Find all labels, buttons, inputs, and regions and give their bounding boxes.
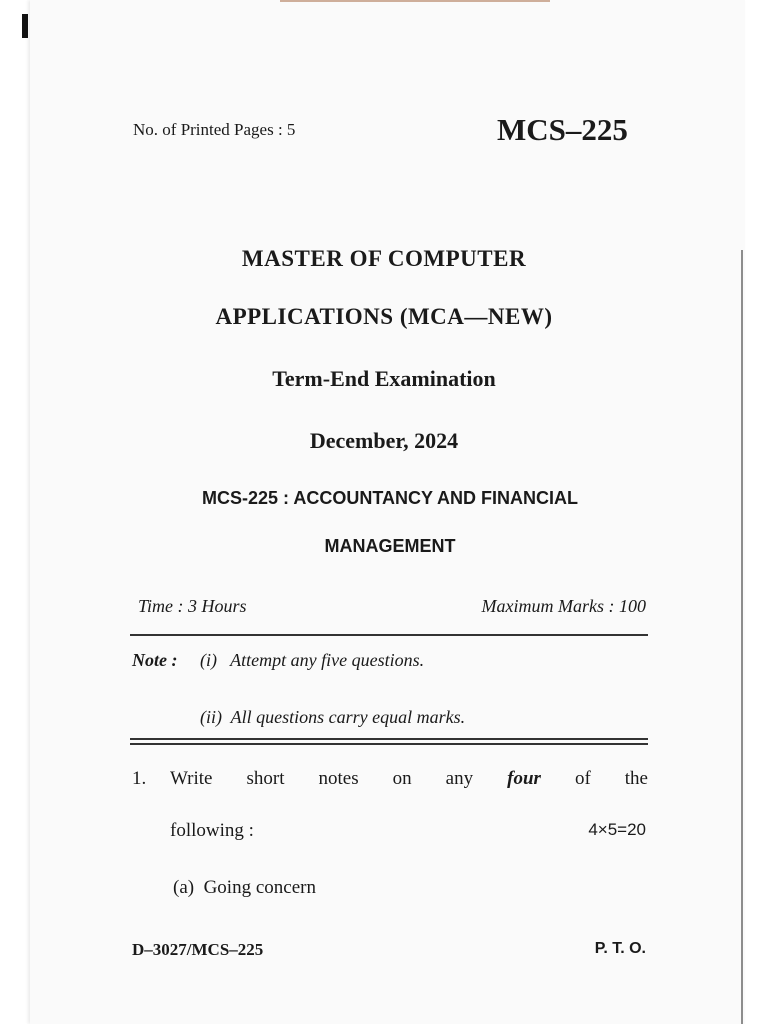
note-label: Note :: [132, 650, 178, 670]
question-word: of: [574, 768, 591, 789]
question-text-line2: following :: [170, 820, 254, 841]
question-text-line1: [170, 768, 648, 790]
footer-pto: P. T. O.: [594, 940, 646, 957]
top-edge-line: [280, 0, 550, 2]
exam-date: December, 2024: [309, 428, 459, 453]
question-word: notes: [318, 768, 359, 789]
question-word: on: [392, 768, 412, 789]
program-title-line2: APPLICATIONS (MCA—NEW): [215, 304, 553, 329]
question-option-a: (a) Going concern: [173, 877, 316, 898]
subject-title-line1: MCS-225 : ACCOUNTANCY AND FINANCIAL: [201, 488, 578, 508]
divider-double-2: [130, 743, 648, 745]
exam-name: Term-End Examination: [272, 366, 496, 391]
question-word: short: [246, 768, 285, 789]
divider-top: [130, 634, 648, 636]
divider-double-1: [130, 738, 648, 740]
time-allowed: Time : 3 Hours: [138, 596, 247, 616]
question-number: 1.: [132, 768, 147, 789]
question-word-emphasis: four: [507, 768, 541, 789]
maximum-marks: Maximum Marks : 100: [481, 596, 646, 616]
question-word: Write: [170, 768, 213, 789]
note-item-1: (i) Attempt any five questions.: [200, 650, 425, 670]
exam-paper: [30, 0, 745, 1024]
scan-edge-mark: [22, 14, 28, 38]
question-word: any: [445, 768, 474, 789]
printed-pages: No. of Printed Pages : 5: [133, 120, 296, 139]
program-title-line1: MASTER OF COMPUTER: [241, 246, 527, 271]
course-code: MCS–225: [497, 112, 628, 147]
note-item-2: (ii) All questions carry equal marks.: [200, 707, 466, 727]
footer-code: D–3027/MCS–225: [132, 940, 264, 959]
subject-title-line2: MANAGEMENT: [324, 536, 456, 556]
question-marks: 4×5=20: [588, 820, 646, 839]
question-word: the: [624, 768, 648, 789]
